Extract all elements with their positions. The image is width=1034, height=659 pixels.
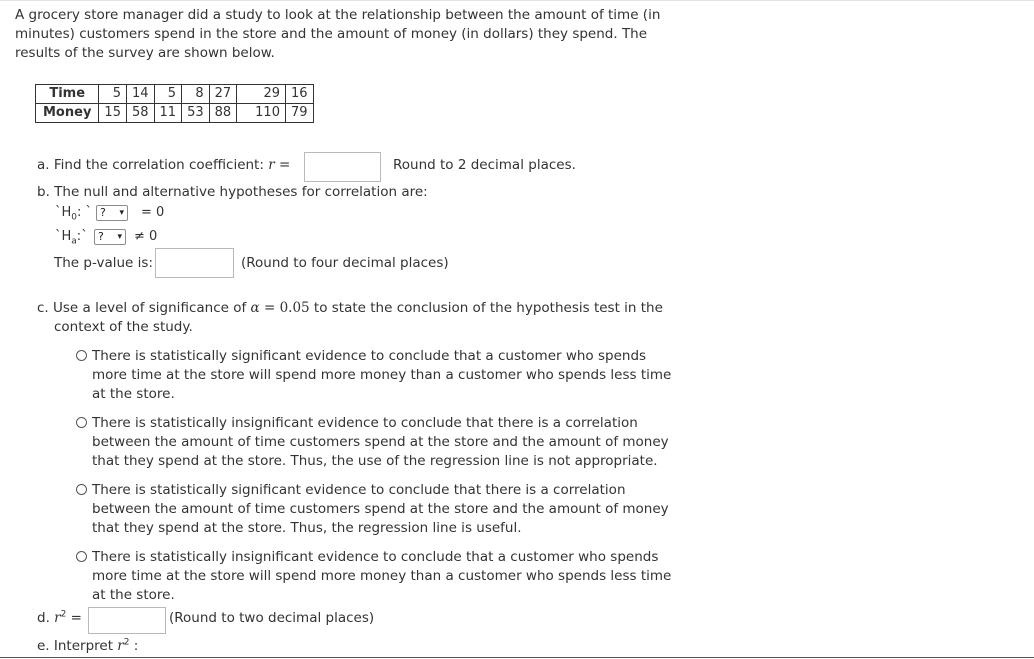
- colon: :: [133, 638, 139, 654]
- table-cell: 88: [209, 104, 237, 123]
- pvalue-input[interactable]: [155, 248, 234, 278]
- power: 2: [60, 609, 67, 620]
- h0-label: $`H_0$: `: [55, 205, 93, 223]
- option-text: There is statistically significant evidence to conclude that there is a correlation between the amount of time customers spend at the store and the amount of money that they spend at the store. Thus, the regression line is useful.: [92, 482, 669, 536]
- table-cell: 58: [126, 104, 154, 123]
- correlation-coefficient-input[interactable]: [304, 152, 381, 182]
- part-c-prefix: c. Use a level of significance of: [37, 300, 247, 316]
- table-cell: 5: [99, 85, 127, 104]
- ha-subscript: a: [71, 236, 77, 247]
- pvalue-label: The p-value is:: [54, 255, 153, 271]
- table-cell: 8: [182, 85, 210, 104]
- table-cell: 53: [182, 104, 210, 123]
- data-table: [35, 84, 314, 123]
- radio-button[interactable]: [76, 551, 87, 562]
- part-c-question: [37, 299, 663, 318]
- r-symbol: r: [268, 157, 275, 173]
- ha-colon: :: [76, 229, 82, 244]
- part-c-question-line2: context of the study.: [54, 319, 193, 335]
- h0-subscript: 0: [71, 212, 78, 223]
- h0-relation: = 0: [141, 205, 165, 220]
- table-cell: 79: [285, 104, 313, 123]
- radio-button[interactable]: [76, 484, 87, 495]
- r-squared-input[interactable]: [88, 607, 166, 634]
- alpha-value: 0.05: [279, 300, 310, 316]
- chevron-down-icon: ▾: [117, 232, 122, 242]
- alpha-symbol: α: [250, 300, 260, 316]
- part-c-suffix: to state the conclusion of the hypothesis test in the: [313, 300, 663, 316]
- option-text: There is statistically insignificant evidence to conclude that a customer who spends more time at the store will spend more money than a customer who spends less time at the store.: [92, 549, 672, 603]
- part-b-question: b. The null and alternative hypotheses for correlation are:: [37, 184, 428, 200]
- r-symbol: r: [54, 610, 61, 626]
- equals-sign: =: [263, 300, 276, 316]
- top-divider: [0, 0, 1034, 1]
- ha-select-value: ?: [98, 230, 104, 243]
- table-cell: 15: [99, 104, 127, 123]
- option-text: There is statistically significant evidence to conclude that a customer who spends more time at the store will spend more money than a customer who spends less time at the store.: [92, 348, 672, 402]
- table-cell: 16: [285, 85, 313, 104]
- ha-parameter-select[interactable]: [94, 229, 126, 245]
- equals-sign: =: [70, 610, 82, 626]
- part-d-question: [37, 609, 82, 628]
- h0-parameter-select[interactable]: [96, 205, 128, 221]
- h0-select-value: ?: [100, 206, 106, 219]
- table-cell: 29: [237, 85, 286, 104]
- table-cell: 5: [154, 85, 182, 104]
- r-symbol: r: [117, 638, 124, 654]
- table-cell: 27: [209, 85, 237, 104]
- problem-intro: A grocery store manager did a study to look at the relationship between the amount of time (in minutes) customers spend in the store and the amount of money (in dollars) they spend. The results of the survey are shown below.: [15, 7, 661, 61]
- table-row-time: [36, 85, 314, 104]
- h0-colon: :: [77, 205, 82, 220]
- ha-relation: ≠ 0: [134, 229, 158, 244]
- table-cell: 14: [126, 85, 154, 104]
- equals-sign: =: [278, 157, 291, 173]
- table-row-label: Time: [36, 85, 99, 104]
- table-row-label: Money: [36, 104, 99, 123]
- part-a-round-note: Round to 2 decimal places.: [393, 157, 576, 173]
- h0-letter: H: [61, 205, 72, 220]
- part-a-question: [37, 156, 290, 175]
- ha-label: $`H_a:`$: [55, 229, 88, 247]
- ha-letter: H: [61, 229, 72, 244]
- pvalue-round-note: (Round to four decimal places): [241, 255, 449, 271]
- part-d-round-note: (Round to two decimal places): [169, 610, 375, 626]
- part-a-prefix: a. Find the correlation coefficient:: [37, 157, 264, 173]
- table-row-money: [36, 104, 314, 123]
- table-cell: 11: [154, 104, 182, 123]
- chevron-down-icon: ▾: [119, 208, 124, 218]
- power: 2: [123, 637, 130, 648]
- bottom-divider: [0, 657, 1034, 658]
- table-cell: 110: [237, 104, 286, 123]
- part-e-prefix: e. Interpret: [37, 638, 113, 654]
- option-text: There is statistically insignificant evidence to conclude that there is a correlation between the amount of time customers spend at the store and the amount of money that they spend at the store. Thus, the use of the regression line is not appropriate.: [92, 415, 669, 469]
- radio-button[interactable]: [76, 417, 87, 428]
- part-d-prefix: d.: [37, 610, 50, 626]
- part-e-question: [37, 637, 138, 656]
- radio-button[interactable]: [76, 350, 87, 361]
